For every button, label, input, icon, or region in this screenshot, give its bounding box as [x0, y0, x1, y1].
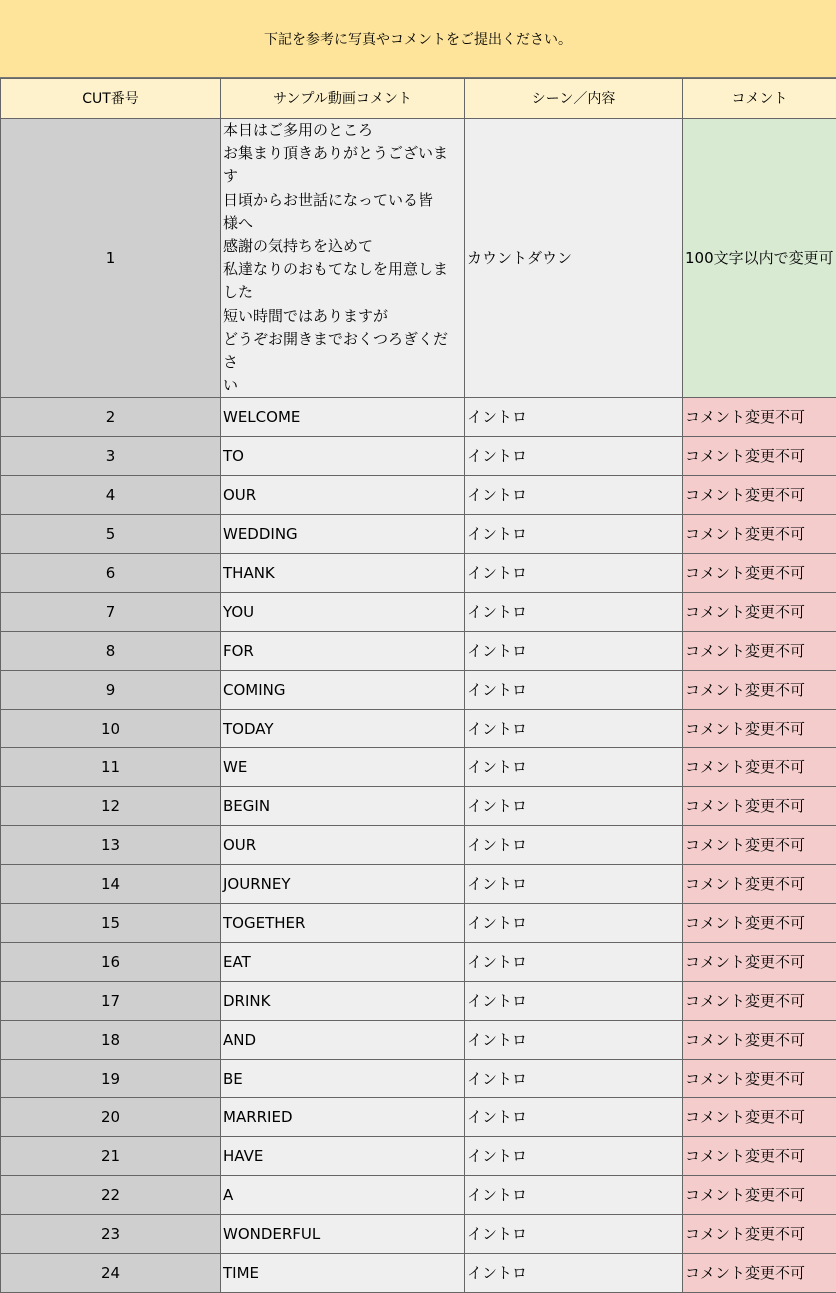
- comment-line: 私達なりのおもてなしを用意しま: [223, 258, 462, 281]
- table-row: [1, 709, 836, 748]
- locked-note-cell[interactable]: コメント変更不可: [683, 437, 836, 476]
- scene-cell[interactable]: イントロ: [465, 826, 683, 865]
- sample-comment-cell[interactable]: HAVE: [221, 1137, 465, 1176]
- scene-cell[interactable]: イントロ: [465, 1020, 683, 1059]
- cut-number-cell: 2: [1, 398, 221, 437]
- locked-note-cell[interactable]: コメント変更不可: [683, 1137, 836, 1176]
- table-row: [1, 981, 836, 1020]
- cut-number-cell: 13: [1, 826, 221, 865]
- comment-line: お集まり頂きありがとうございま: [223, 142, 462, 165]
- comment-line: 短い時間ではありますが: [223, 305, 462, 328]
- sample-comment-cell[interactable]: OUR: [221, 476, 465, 515]
- comment-line: 様へ: [223, 212, 462, 235]
- locked-note-cell[interactable]: コメント変更不可: [683, 1098, 836, 1137]
- scene-cell[interactable]: イントロ: [465, 904, 683, 943]
- table-row: [1, 865, 836, 904]
- sample-comment-cell[interactable]: COMING: [221, 670, 465, 709]
- scene-cell[interactable]: イントロ: [465, 865, 683, 904]
- cut-number-cell: 18: [1, 1020, 221, 1059]
- scene-cell[interactable]: イントロ: [465, 1098, 683, 1137]
- cut-number-cell: 12: [1, 787, 221, 826]
- cut-number-cell: 5: [1, 515, 221, 554]
- sample-comment-cell[interactable]: TOGETHER: [221, 904, 465, 943]
- locked-note-cell[interactable]: コメント変更不可: [683, 554, 836, 593]
- comment-line: した: [223, 281, 462, 304]
- sample-comment-cell[interactable]: WONDERFUL: [221, 1215, 465, 1254]
- sample-comment-cell[interactable]: BE: [221, 1059, 465, 1098]
- scene-cell[interactable]: イントロ: [465, 787, 683, 826]
- locked-note-cell[interactable]: コメント変更不可: [683, 1215, 836, 1254]
- locked-note-cell[interactable]: コメント変更不可: [683, 1254, 836, 1293]
- sample-comment-cell[interactable]: A: [221, 1176, 465, 1215]
- cut-number-cell: 11: [1, 748, 221, 787]
- sample-comment-cell[interactable]: THANK: [221, 554, 465, 593]
- table-row: [1, 476, 836, 515]
- table-row: [1, 748, 836, 787]
- table-row: [1, 1020, 836, 1059]
- header-scene: シーン／内容: [465, 79, 683, 119]
- scene-cell[interactable]: イントロ: [465, 748, 683, 787]
- scene-cell[interactable]: イントロ: [465, 981, 683, 1020]
- cut-number-cell: 19: [1, 1059, 221, 1098]
- table-row: [1, 398, 836, 437]
- sample-comment-cell[interactable]: OUR: [221, 826, 465, 865]
- comment-line: どうぞお開きまでおくつろぎくださ: [223, 328, 462, 374]
- cut-number-cell: 14: [1, 865, 221, 904]
- table-row: [1, 592, 836, 631]
- table-row: [1, 1098, 836, 1137]
- sample-comment-cell[interactable]: TO: [221, 437, 465, 476]
- locked-note-cell[interactable]: コメント変更不可: [683, 670, 836, 709]
- table-row: [1, 826, 836, 865]
- table-row: [1, 437, 836, 476]
- table-row: [1, 787, 836, 826]
- table-row: [1, 554, 836, 593]
- header-sample-comment: サンプル動画コメント: [221, 79, 465, 119]
- sample-comment-cell[interactable]: WEDDING: [221, 515, 465, 554]
- sample-comment-cell[interactable]: AND: [221, 1020, 465, 1059]
- scene-cell[interactable]: イントロ: [465, 437, 683, 476]
- sample-comment-cell[interactable]: WELCOME: [221, 398, 465, 437]
- locked-note-cell[interactable]: コメント変更不可: [683, 787, 836, 826]
- cut-table: [0, 78, 836, 1293]
- table-row: [1, 1254, 836, 1293]
- locked-note-cell[interactable]: コメント変更不可: [683, 904, 836, 943]
- cut-number-cell: 4: [1, 476, 221, 515]
- scene-cell[interactable]: イントロ: [465, 709, 683, 748]
- cut-number-cell: 1: [1, 119, 221, 398]
- table-row: [1, 942, 836, 981]
- cut-number-cell: 17: [1, 981, 221, 1020]
- locked-note-cell[interactable]: コメント変更不可: [683, 592, 836, 631]
- scene-cell[interactable]: イントロ: [465, 631, 683, 670]
- scene-cell[interactable]: イントロ: [465, 1254, 683, 1293]
- header-row: [1, 79, 836, 119]
- locked-note-cell[interactable]: コメント変更不可: [683, 476, 836, 515]
- locked-note-cell[interactable]: コメント変更不可: [683, 1176, 836, 1215]
- locked-note-cell[interactable]: コメント変更不可: [683, 826, 836, 865]
- sample-comment-cell[interactable]: MARRIED: [221, 1098, 465, 1137]
- cut-number-cell: 24: [1, 1254, 221, 1293]
- locked-note-cell[interactable]: コメント変更不可: [683, 515, 836, 554]
- cut-number-cell: 3: [1, 437, 221, 476]
- locked-note-cell[interactable]: コメント変更不可: [683, 631, 836, 670]
- cut-number-cell: 10: [1, 709, 221, 748]
- cut-number-cell: 7: [1, 592, 221, 631]
- table-row: [1, 670, 836, 709]
- sample-comment-cell[interactable]: DRINK: [221, 981, 465, 1020]
- cut-number-cell: 9: [1, 670, 221, 709]
- scene-cell[interactable]: イントロ: [465, 670, 683, 709]
- table-row: [1, 1215, 836, 1254]
- sample-comment-cell[interactable]: JOURNEY: [221, 865, 465, 904]
- sample-comment-cell[interactable]: FOR: [221, 631, 465, 670]
- locked-note-cell[interactable]: コメント変更不可: [683, 942, 836, 981]
- comment-line: 感謝の気持ちを込めて: [223, 235, 462, 258]
- locked-note-cell[interactable]: コメント変更不可: [683, 865, 836, 904]
- comment-line: 本日はご多用のところ: [223, 119, 462, 142]
- scene-cell[interactable]: イントロ: [465, 554, 683, 593]
- table-row: [1, 631, 836, 670]
- comment-line: す: [223, 165, 462, 188]
- scene-cell[interactable]: イントロ: [465, 515, 683, 554]
- scene-cell[interactable]: イントロ: [465, 476, 683, 515]
- scene-cell[interactable]: イントロ: [465, 1059, 683, 1098]
- comment-line: 日頃からお世話になっている皆: [223, 189, 462, 212]
- scene-cell[interactable]: イントロ: [465, 942, 683, 981]
- table-row: [1, 1137, 836, 1176]
- scene-cell[interactable]: イントロ: [465, 1215, 683, 1254]
- locked-note-cell[interactable]: コメント変更不可: [683, 1059, 836, 1098]
- instruction-banner: 下記を参考に写真やコメントをご提出ください。: [0, 0, 836, 78]
- cut-number-cell: 23: [1, 1215, 221, 1254]
- sample-comment-cell[interactable]: WE: [221, 748, 465, 787]
- locked-note-cell[interactable]: コメント変更不可: [683, 748, 836, 787]
- table-row: [1, 1176, 836, 1215]
- editable-note-cell[interactable]: 100文字以内で変更可: [683, 119, 836, 398]
- cut-number-cell: 15: [1, 904, 221, 943]
- scene-cell[interactable]: イントロ: [465, 1137, 683, 1176]
- table-row: [1, 1059, 836, 1098]
- locked-note-cell[interactable]: コメント変更不可: [683, 1020, 836, 1059]
- scene-cell[interactable]: カウントダウン: [465, 119, 683, 398]
- cut-number-cell: 22: [1, 1176, 221, 1215]
- sample-comment-cell[interactable]: TODAY: [221, 709, 465, 748]
- locked-note-cell[interactable]: コメント変更不可: [683, 981, 836, 1020]
- cut-number-cell: 20: [1, 1098, 221, 1137]
- comment-line: い: [223, 374, 462, 397]
- sample-comment-cell[interactable]: TIME: [221, 1254, 465, 1293]
- header-comment: コメント: [683, 79, 836, 119]
- cut-number-cell: 21: [1, 1137, 221, 1176]
- cut-number-cell: 6: [1, 554, 221, 593]
- table-row: [1, 515, 836, 554]
- sample-comment-cell[interactable]: [221, 119, 465, 398]
- cut-number-cell: 8: [1, 631, 221, 670]
- header-cut-number: CUT番号: [1, 79, 221, 119]
- locked-note-cell[interactable]: コメント変更不可: [683, 709, 836, 748]
- sample-comment-cell[interactable]: YOU: [221, 592, 465, 631]
- scene-cell[interactable]: イントロ: [465, 592, 683, 631]
- sample-comment-cell[interactable]: BEGIN: [221, 787, 465, 826]
- cut-number-cell: 16: [1, 942, 221, 981]
- scene-cell[interactable]: イントロ: [465, 1176, 683, 1215]
- sample-comment-cell[interactable]: EAT: [221, 942, 465, 981]
- locked-note-cell[interactable]: コメント変更不可: [683, 398, 836, 437]
- scene-cell[interactable]: イントロ: [465, 398, 683, 437]
- table-row: [1, 119, 836, 398]
- table-row: [1, 904, 836, 943]
